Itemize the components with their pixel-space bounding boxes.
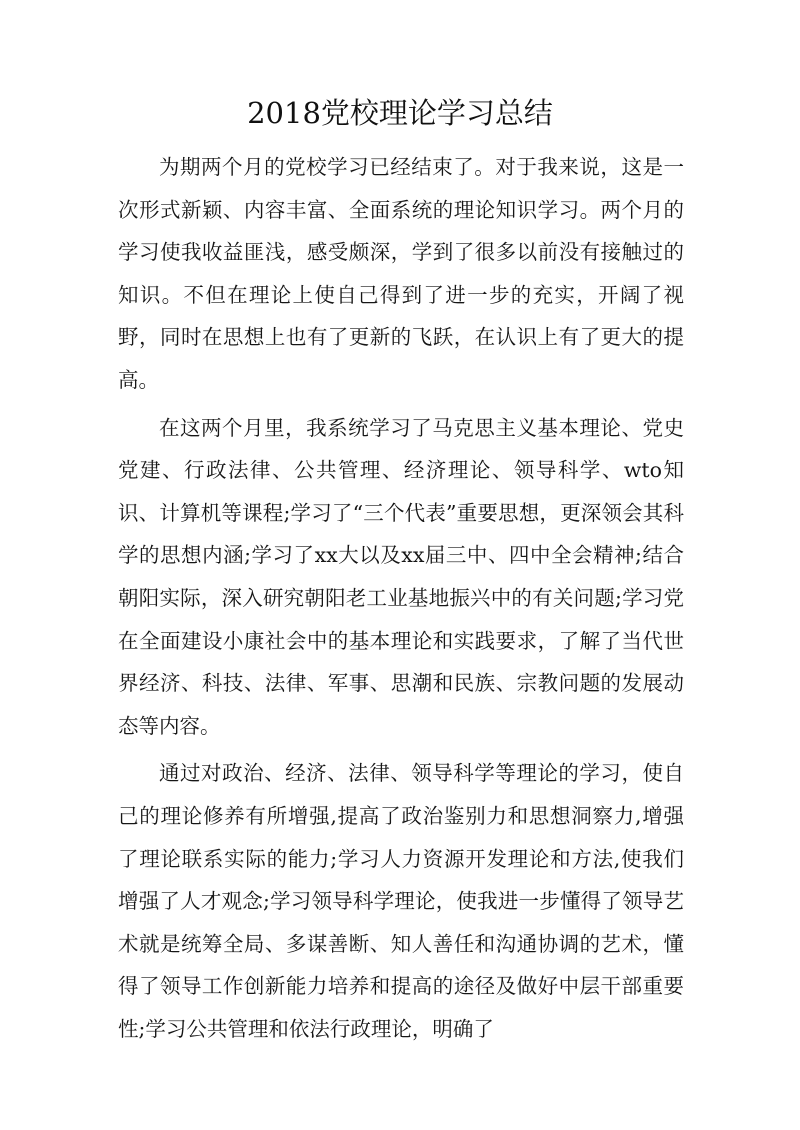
paragraph-3: 通过对政治、经济、法律、领导科学等理论的学习，使自己的理论修养有所增强,提高了政治鉴别力和思想洞察力,增强了理论联系实际的能力;学习人力资源开发理论和方法,使我们增强了人才观念;学习领导科学理论，使我进一步懂得了领导艺术就是统筹全局、多谋善断、知人善任和沟通协调的艺术，懂得了领导工作创新能力培养和提高的途径及做好中层干部重要性;学习公共管理和依法行政理论，明确了: [118, 761, 684, 1041]
paragraph-2: 在这两个月里，我系统学习了马克思主义基本理论、党史党建、行政法律、公共管理、经济理论、领导科学、wto知识、计算机等课程;学习了“三个代表”重要思想，更深领会其科学的思想内涵;学习了xx大以及xx届三中、四中全会精神;结合朝阳实际，深入研究朝阳老工业基地振兴中的有关问题;学习党在全面建设小康社会中的基本理论和实践要求，了解了当代世界经济、科技、法律、军事、思潮和民族、宗教问题的发展动态等内容。: [118, 415, 684, 738]
document-body: [118, 146, 684, 1055]
paragraph-1: 为期两个月的党校学习已经结束了。对于我来说，这是一次形式新颖、内容丰富、全面系统的理论知识学习。两个月的学习使我收益匪浅，感受颇深，学到了很多以前没有接触过的知识。不但在理论上使自己得到了进一步的充实，开阔了视野，同时在思想上也有了更新的飞跃，在认识上有了更大的提高。: [118, 155, 684, 392]
document-title: 2018党校理论学习总结: [247, 96, 553, 130]
